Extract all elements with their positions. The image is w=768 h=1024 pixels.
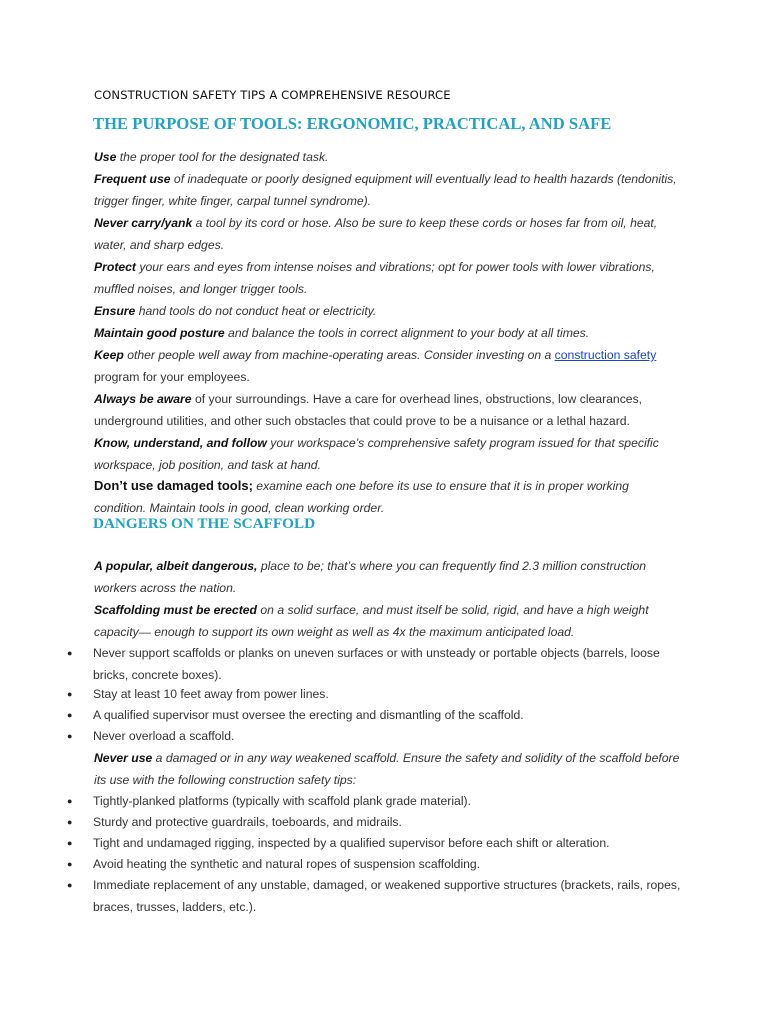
bullet-icon: ● [67,880,73,890]
tip-maintain-posture: Maintain good posture and balance the tools in correct alignment to your body at all times. [94,326,590,340]
bullet-icon: ● [67,648,73,658]
tip-keep: Keep other people well away from machine-operating areas. Consider investing on a construction safety program for your employees. [94,348,657,384]
bullet-icon: ● [67,817,73,827]
tip-protect: Protect your ears and eyes from intense noises and vibrations; opt for power tools with lower vibrations, muffled noises, and longer trigger tools. [94,260,655,296]
list-item: ● Stay at least 10 feet away from power lines. [93,683,683,705]
bullet-icon: ● [67,689,73,699]
list-item: ● Never overload a scaffold. [93,725,683,747]
tip-use: Use the proper tool for the designated task. [94,150,329,164]
section-heading-scaffold: DANGERS ON THE SCAFFOLD [93,515,316,532]
list-item: ● Sturdy and protective guardrails, toeboards, and midrails. [93,811,683,833]
list-item: ● Never support scaffolds or planks on uneven surfaces or with unsteady or portable objects (barrels, loose bricks, concrete boxes). [93,642,683,686]
section-heading-tools: THE PURPOSE OF TOOLS: ERGONOMIC, PRACTICAL, AND SAFE [93,114,612,133]
tip-never-carry: Never carry/yank a tool by its cord or hose. Also be sure to keep these cords or hoses far from oil, heat, water, and sharp edges. [94,216,658,252]
list-item: ● Tightly-planked platforms (typically with scaffold plank grade material). [93,790,683,812]
bullet-icon: ● [67,731,73,741]
document-title: CONSTRUCTION SAFETY TIPS A COMPREHENSIVE RESOURCE [94,88,451,102]
tip-ensure: Ensure hand tools do not conduct heat or electricity. [94,304,377,318]
tip-frequent-use: Frequent use of inadequate or poorly designed equipment will eventually lead to health hazards (tendonitis, trigger finger, white finger, carpal tunnel syndrome). [94,172,677,208]
list-item: ● Immediate replacement of any unstable, damaged, or weakened supportive structures (brackets, rails, ropes, braces, trusses, ladders, etc.). [93,874,683,918]
list-item: ● Tight and undamaged rigging, inspected by a qualified supervisor before each shift or alteration. [93,832,683,854]
list-item: ● Avoid heating the synthetic and natural ropes of suspension scaffolding. [93,853,683,875]
bullet-icon: ● [67,859,73,869]
tip-know-understand: Know, understand, and follow your workspace’s comprehensive safety program issued for that specific workspace, job position, and task at hand. [94,436,659,472]
bullet-icon: ● [67,710,73,720]
scaffold-erected: Scaffolding must be erected on a solid surface, and must itself be solid, rigid, and have a high weight capacity— enough to support its own weight as well as 4x the maximum anticipated load. [94,603,649,639]
list-item: ● A qualified supervisor must oversee the erecting and dismantling of the scaffold. [93,704,683,726]
bullet-icon: ● [67,838,73,848]
scaffold-intro: A popular, albeit dangerous, place to be; that’s where you can frequently find 2.3 million construction workers across the nation. [94,559,647,595]
scaffold-never-use: Never use a damaged or in any way weakened scaffold. Ensure the safety and solidity of the scaffold before its use with the following construction safety tips: [94,751,680,787]
tip-always-aware: Always be aware of your surroundings. Have a care for overhead lines, obstructions, low clearances, underground utilities, and other such obstacles that could prove to be a nuisance or a lethal hazard. [94,392,643,428]
construction-safety-link[interactable]: construction safety [554,348,657,362]
tip-damaged-tools: Don’t use damaged tools; examine each one before its use to ensure that it is in proper working condition. Maintain tools in good, clean working order. [94,478,629,515]
bullet-icon: ● [67,796,73,806]
